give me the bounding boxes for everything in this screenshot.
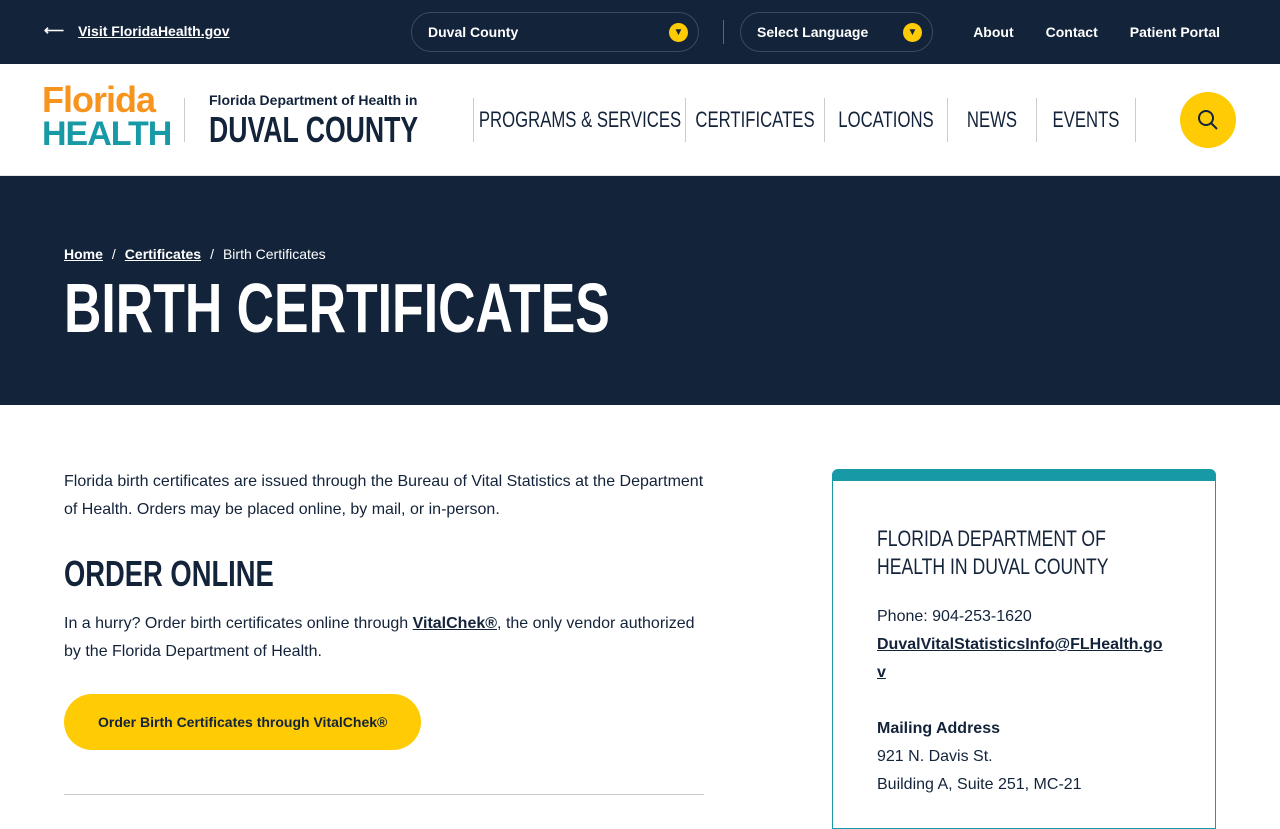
- vitalchek-link[interactable]: VitalChek®: [412, 615, 498, 632]
- top-bar: [0, 0, 1280, 64]
- page-title: BIRTH CERTIFICATES: [64, 269, 610, 347]
- breadcrumb-certificates[interactable]: Certificates: [124, 246, 202, 262]
- address-line-2: Building A, Suite 251, MC-21: [877, 776, 1082, 793]
- nav-label: LOCATIONS: [838, 107, 934, 132]
- visit-floridahealth-link[interactable]: [44, 22, 230, 39]
- mailing-address-label: Mailing Address: [877, 720, 1000, 737]
- text: In a hurry? Order birth certificates online through: [64, 615, 413, 632]
- site-header: [0, 64, 1280, 176]
- nav-label: NEWS: [966, 107, 1018, 132]
- search-icon: [1197, 109, 1219, 131]
- county-name: DUVAL COUNTY: [209, 109, 419, 150]
- divider: [64, 794, 704, 795]
- breadcrumb-sep: /: [210, 246, 214, 262]
- about-link[interactable]: About: [973, 24, 1014, 40]
- order-vitalchek-button[interactable]: Order Birth Certificates through VitalChek®: [64, 694, 421, 750]
- contact-card: [832, 469, 1216, 829]
- nav-certificates[interactable]: [685, 98, 824, 142]
- divider: [723, 20, 724, 44]
- breadcrumb-sep: /: [111, 246, 116, 262]
- search-button[interactable]: [1180, 92, 1236, 148]
- arrow-left-icon: ⟵: [44, 22, 65, 38]
- text: , the only vendor authorized by the Florida Department of Health.: [64, 615, 695, 660]
- language-select-value: Select Language: [757, 24, 869, 40]
- nav-label: PROGRAMS & SERVICES: [478, 107, 681, 132]
- patient-portal-link[interactable]: Patient Portal: [1129, 24, 1220, 40]
- order-online-text: [64, 610, 704, 666]
- nav-locations[interactable]: [824, 98, 947, 142]
- contact-link[interactable]: Contact: [1045, 24, 1098, 40]
- address-line-1: 921 N. Davis St.: [877, 748, 993, 765]
- language-select[interactable]: [740, 12, 933, 52]
- logo-text-florida: Florida: [42, 79, 156, 120]
- order-online-heading: ORDER ONLINE: [64, 553, 274, 594]
- main-content: [64, 468, 704, 795]
- dept-label: Florida Department of Health in: [209, 92, 418, 108]
- nav-label: EVENTS: [1052, 107, 1120, 132]
- card-title: FLORIDA DEPARTMENT OF HEALTH IN DUVAL COUNTY: [877, 526, 1109, 579]
- chevron-down-icon: ▼: [669, 23, 688, 42]
- chevron-down-icon: ▼: [903, 23, 922, 42]
- breadcrumb-home[interactable]: Home: [64, 246, 103, 262]
- nav-news[interactable]: [947, 98, 1036, 142]
- nav-label: CERTIFICATES: [695, 107, 815, 132]
- nav-events[interactable]: [1036, 98, 1136, 142]
- page-hero: [0, 176, 1280, 405]
- intro-text: Florida birth certificates are issued through the Bureau of Vital Statistics at the Department of Health. Orders may be placed online, by mail, or in-person.: [64, 473, 704, 518]
- breadcrumb-current: Birth Certificates: [222, 246, 326, 262]
- nav-programs-services[interactable]: [473, 98, 685, 142]
- logo-text-health: HEALTH: [42, 115, 172, 153]
- phone-text: Phone: 904-253-1620: [877, 608, 1032, 625]
- county-select[interactable]: [411, 12, 699, 52]
- email-link[interactable]: DuvalVitalStatisticsInfo@FLHealth.gov: [877, 636, 1163, 681]
- back-link-label: Visit FloridaHealth.gov: [78, 22, 230, 39]
- logo-divider: [184, 98, 185, 142]
- breadcrumb: [64, 246, 326, 262]
- county-select-value: Duval County: [428, 24, 519, 40]
